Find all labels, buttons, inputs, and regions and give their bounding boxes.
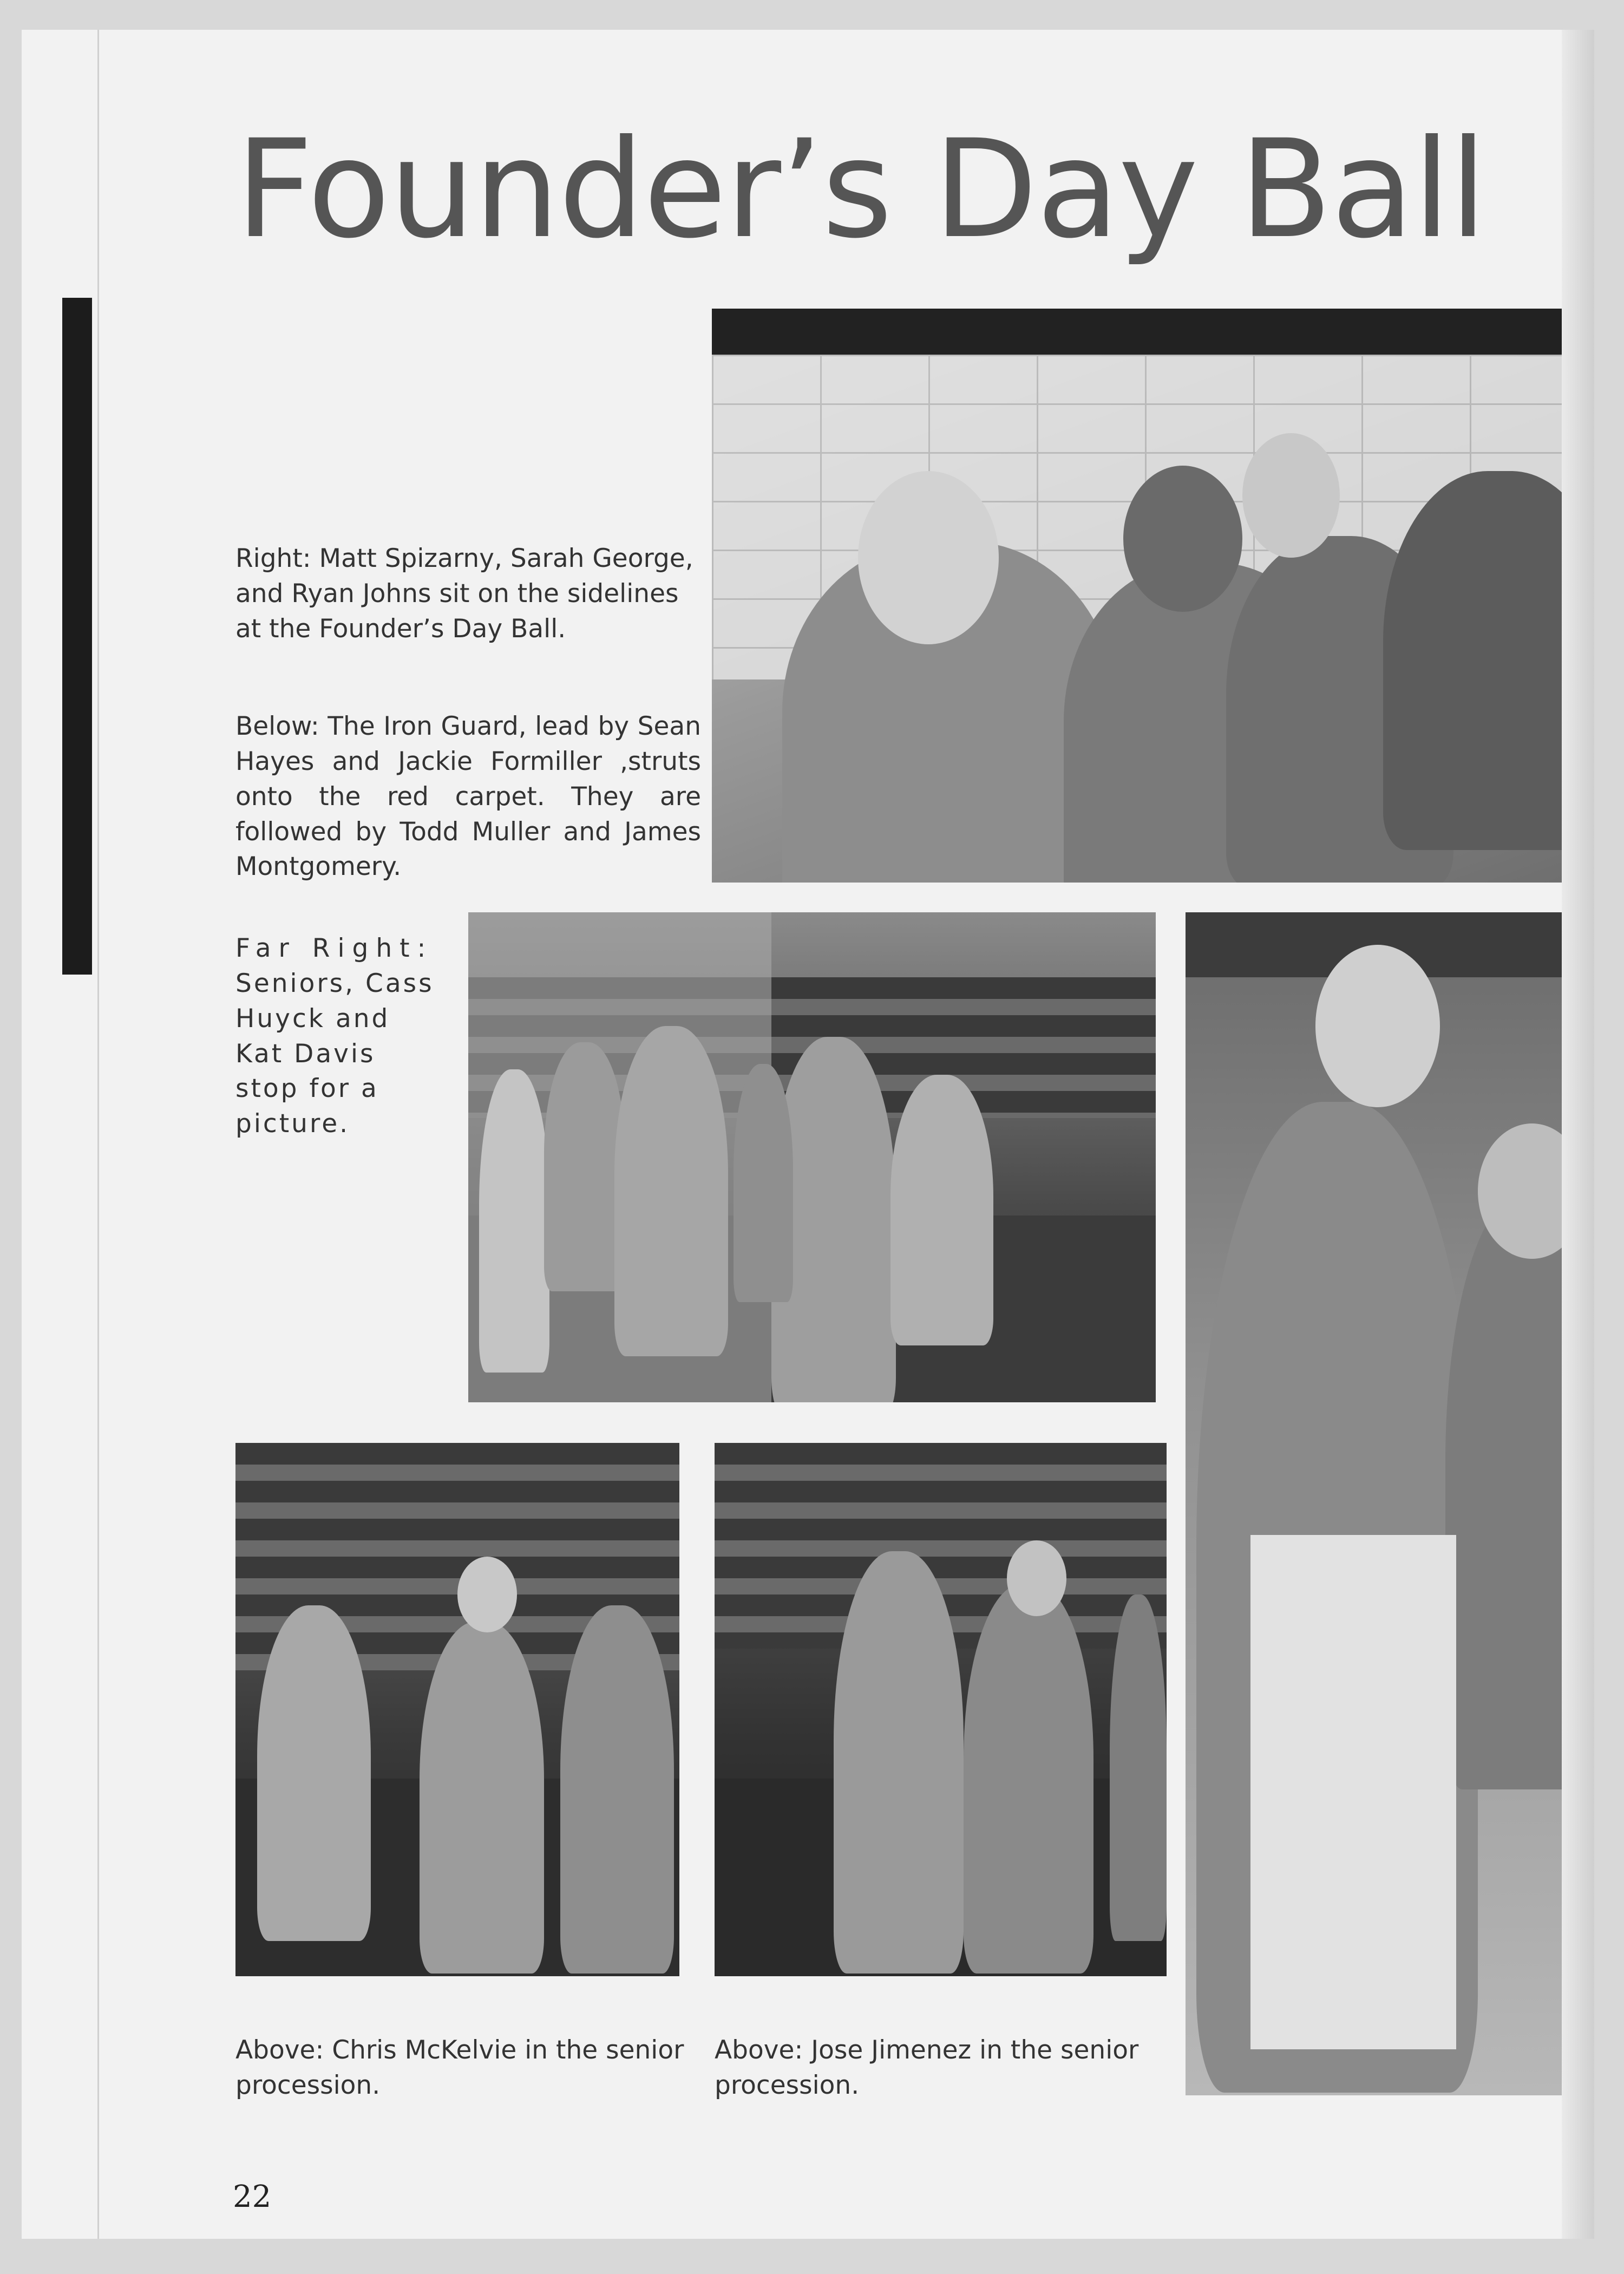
photo-seniors-portrait (1186, 912, 1594, 2095)
photo-sidelines (712, 309, 1594, 883)
caption-above-left: Above: Chris McKelvie in the senior procession. (235, 2035, 684, 2100)
binding-strip (62, 298, 92, 975)
caption-below: Below: The Iron Guard, lead by Sean Hayes and Jackie Formiller ,struts onto the red carpet. They are followed by Todd Muller and James Montgomery. (235, 711, 701, 882)
page-title: Founder’s Day Ball (235, 110, 1486, 268)
caption-right: Right: Matt Spizarny, Sarah George, and Ryan Johns sit on the sidelines at the Founder’s Day Ball. (235, 544, 693, 644)
yearbook-page (22, 30, 1594, 2239)
caption-far-right-lead: Far Right: (235, 933, 434, 963)
caption-far-right-text: Seniors, Cass Huyck and Kat Davis stop for a picture. (235, 968, 434, 1139)
photo-chris-mckelvie (235, 1443, 679, 1976)
page-edge-line (97, 30, 99, 2239)
page-number: 22 (233, 2179, 272, 2214)
page-gutter-shadow (1562, 30, 1594, 2239)
caption-above-right: Above: Jose Jimenez in the senior procession. (715, 2035, 1139, 2100)
photo-iron-guard (468, 912, 1156, 1402)
photo-jose-jimenez (715, 1443, 1167, 1976)
caption-far-right (235, 931, 441, 1142)
